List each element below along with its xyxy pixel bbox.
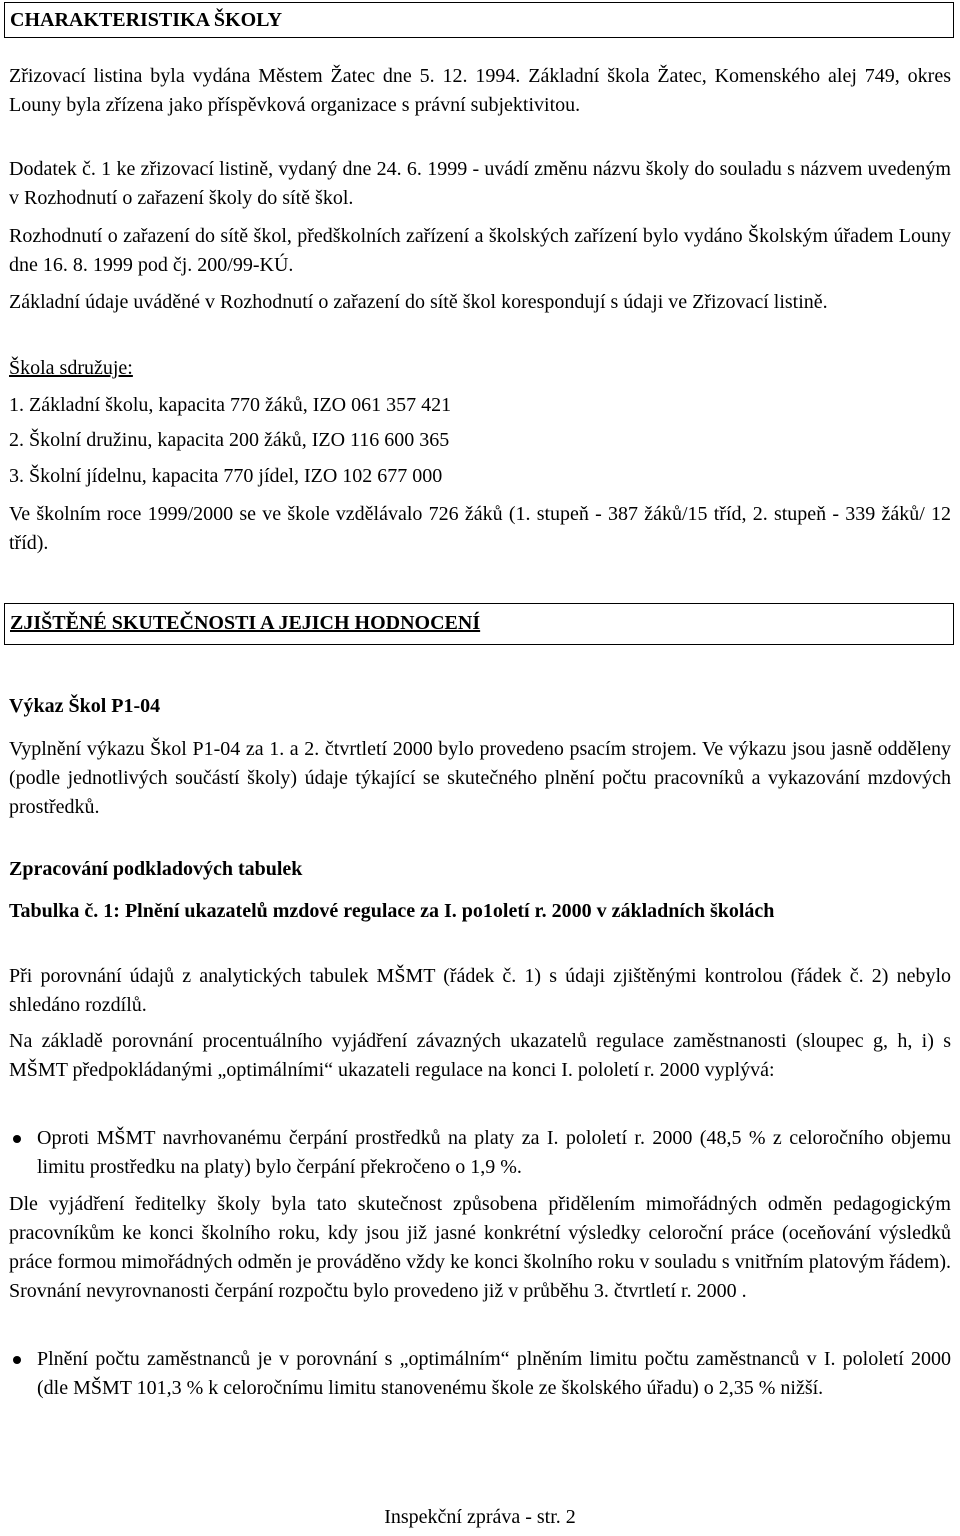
- school-components-heading: Škola sdružuje:: [9, 357, 133, 379]
- section-heading-characteristics: CHARAKTERISTIKA ŠKOLY: [4, 2, 954, 38]
- paragraph-network-decision: Rozhodnutí o zařazení do sítě škol, předškolních zařízení a školských zařízení bylo vydáno Školským úřadem Louny dne 16. 8. 1999 pod čj. 200/99-KÚ.: [9, 225, 951, 276]
- paragraph-amendment: Dodatek č. 1 ke zřizovací listině, vydaný dne 24. 6. 1999 - uvádí změnu názvu školy do souladu s názvem uvedeným v Rozhodnutí o zařazení školy do sítě škol.: [9, 158, 951, 209]
- paragraph-report-filling: Vyplnění výkazu Škol P1-04 za 1. a 2. čtvrtletí 2000 bylo provedeno psacím strojem. Ve výkazu jsou jasně odděleny (podle jednotlivých součástí školy) údaje týkající se skutečného plnění počtu pracovníků a vykazování mzdových prostředků.: [9, 738, 951, 818]
- subheading-tables: Zpracování podkladových tabulek: [9, 858, 303, 880]
- section-heading-findings: ZJIŠTĚNÉ SKUTEČNOSTI A JEJICH HODNOCENÍ: [4, 603, 954, 645]
- list-item: 3. Školní jídelnu, kapacita 770 jídel, IZO 102 677 000: [9, 465, 443, 487]
- paragraph-percentage-comparison: Na základě porovnání procentuálního vyjádření závazných ukazatelů regulace zaměstnanosti (sloupec g, h, i) s MŠMT předpokládanými „optimálními“ ukazateli regulace na konci I. pololetí r. 2000 vyplývá:: [9, 1030, 951, 1081]
- page-footer: Inspekční zpráva - str. 2: [384, 1506, 576, 1528]
- table-1-title: Tabulka č. 1: Plnění ukazatelů mzdové regulace za I. po1oletí r. 2000 v základních školách: [9, 900, 775, 922]
- bullet-salary-drawdown: Oproti MŠMT navrhovanému čerpání prostředků na platy za I. pololetí r. 2000 (48,5 % z celoročního objemu limitu prostředku na platy) bylo čerpání překročeno o 1,9 %.: [9, 1124, 951, 1182]
- paragraph-comparison: Při porovnání údajů z analytických tabulek MŠMT (řádek č. 1) s údaji zjištěnými kontrolou (řádek č. 2) nebylo shledáno rozdílů.: [9, 965, 951, 1016]
- bullet-employee-count: Plnění počtu zaměstnanců je v porovnání s „optimálním“ plněním limitu počtu zaměstnanců v I. pololetí 2000 (dle MŠMT 101,3 % k celoročnímu limitu stanovenému škole ze školského úřadu) o 2,35 % nižší.: [9, 1345, 951, 1403]
- paragraph-founding-charter: Zřizovací listina byla vydána Městem Žatec dne 5. 12. 1994. Základní škola Žatec, Komenského alej 749, okres Louny byla zřízena jako příspěvková organizace s právní subjektivitou.: [9, 65, 951, 116]
- paragraph-director-statement: Dle vyjádření ředitelky školy byla tato skutečnost způsobena přidělením mimořádných odměn pedagogickým pracovníkům ke konci školního roku, kdy jsou již jasné konkrétní výsledky celoroční práce (oceňování výsledků práce formou mimořádných odměn je prováděno vždy ke konci školního roku v souladu s vnitřním platovým řádem). Srovnání nevyrovnanosti čerpání rozpočtu bylo provedeno již v průběhu 3. čtvrtletí r. 2000 .: [9, 1193, 951, 1302]
- list-item: 1. Základní školu, kapacita 770 žáků, IZO 061 357 421: [9, 394, 452, 416]
- bullet-icon: [13, 1135, 21, 1143]
- paragraph-pupil-count: Ve školním roce 1999/2000 se ve škole vzdělávalo 726 žáků (1. stupeň - 387 žáků/15 tříd, 2. stupeň - 339 žáků/ 12 tříd).: [9, 503, 951, 554]
- subheading-report-p1-04: Výkaz Škol P1-04: [9, 695, 161, 717]
- paragraph-basic-data: Základní údaje uváděné v Rozhodnutí o zařazení do sítě škol korespondují s údaji ve Zřizovací listině.: [9, 291, 828, 313]
- list-item: 2. Školní družinu, kapacita 200 žáků, IZO 116 600 365: [9, 429, 450, 451]
- bullet-icon: [13, 1356, 21, 1364]
